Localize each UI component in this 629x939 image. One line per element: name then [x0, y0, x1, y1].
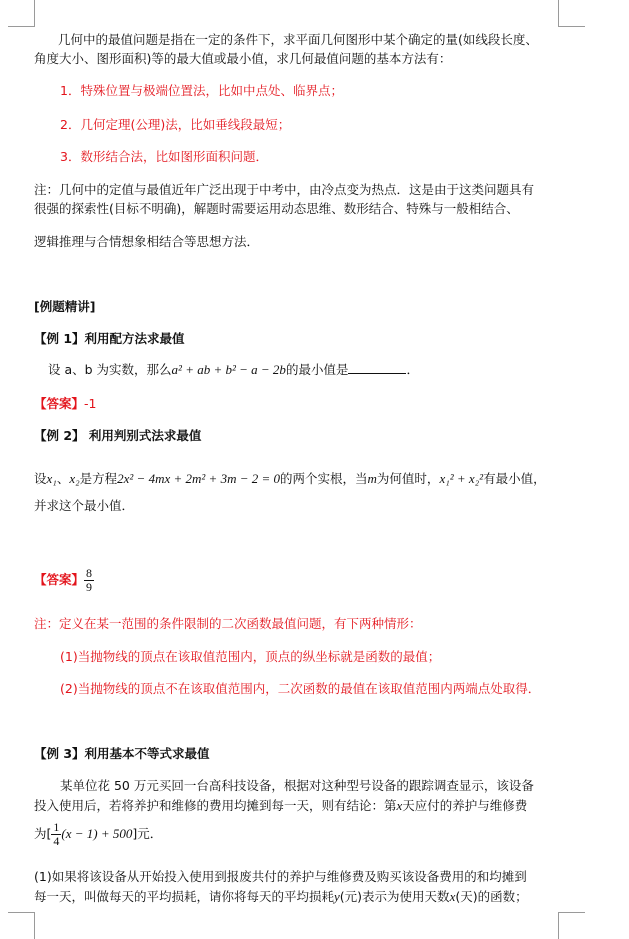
example2-question [34, 470, 546, 488]
method-1: 1．特殊位置与极端位置法，比如中点处、临界点； [60, 83, 343, 98]
example3-line-3-text-b: ]元． [132, 826, 163, 841]
note2-case-2: (2)当抛物线的顶点不在该取值范围内，二次函数的最值在该取值范围内两端点处取得． [60, 681, 541, 696]
example1-question-end: ． [406, 362, 419, 377]
example3-line-3 [34, 820, 162, 848]
note1-line-1: 注：几何中的定值与最值近年广泛出现于中考中，由冷点变为热点．这是由于这类问题具有 [34, 182, 535, 197]
part1-text-c: (天)的函数； [455, 889, 528, 904]
example2-text-a: 设 [34, 471, 47, 486]
example1-question-suffix: 的最小值是 [285, 362, 349, 377]
note2-line-1: 注：定义在某一范围的条件限制的二次函数最值问题，有下两种情形： [34, 616, 422, 631]
answer-label: 【答案】 [34, 396, 85, 411]
fraction-denominator: 4 [53, 834, 60, 848]
note2-case-1: (1)当抛物线的顶点在该取值范围内，顶点的纵坐标就是函数的最值； [60, 649, 441, 664]
example2-text-c: 的两个实根，当 [280, 471, 368, 486]
example2-text-d: 为何值时， [376, 471, 440, 486]
fraction-denominator: 9 [86, 580, 93, 594]
example2-separator: 、 [56, 471, 70, 486]
example2-question-line-2: 并求这个最小值． [34, 498, 135, 513]
example2-sum-expression: x₁² + x₂² [439, 471, 484, 486]
example2-answer [34, 566, 94, 594]
answer-label: 【答案】 [34, 572, 85, 587]
method-3: 3．数形结合法，比如图形面积问题． [60, 149, 268, 164]
answer-fraction [84, 567, 94, 594]
variable-x: x [396, 798, 403, 813]
example3-title: 【例 3】利用基本不等式求最值 [34, 746, 210, 761]
example1-question-prefix: 设 a、b 为实数，那么 [48, 362, 172, 377]
method-2: 2．几何定理(公理)法，比如垂线段最短； [60, 117, 291, 132]
variable-y: y [334, 889, 340, 904]
page-corner-mark-bottom-right [558, 912, 585, 939]
part1-text-a: 每一天，叫做每天的平均损耗，请你将每天的平均损耗 [34, 889, 335, 904]
example3-line-3-text-a: 为[ [34, 826, 52, 841]
example3-line-2 [34, 797, 527, 815]
example1-expression: a² + ab + b² − a − 2b [171, 362, 286, 377]
example3-line-2-text-a: 投入使用后，若将养护和维修的费用均摊到每一天，则有结论：第 [34, 798, 397, 813]
fraction-numerator: 1 [53, 820, 60, 834]
answer-value: -1 [84, 396, 97, 411]
page-corner-mark-bottom-left [8, 912, 35, 939]
variable-x: x [449, 889, 456, 904]
note1-line-3: 逻辑推理与合情想象相结合等思想方法． [34, 234, 260, 249]
example2-text-b: 是方程 [79, 471, 118, 486]
intro-line-2: 角度大小、图形面积)等的最大值或最小值，求几何最值问题的基本方法有： [34, 51, 452, 66]
cost-fraction [51, 821, 61, 848]
example1-title: 【例 1】利用配方法求最值 [34, 331, 185, 346]
variable-m: m [367, 471, 377, 486]
answer-blank [348, 361, 406, 374]
note1-line-2: 很强的探索性(目标不明确)，解题时需要运用动态思维、数形结合、特殊与一般相结合、 [34, 201, 519, 216]
example2-text-e: 有最小值， [483, 471, 546, 486]
example2-equation: 2x² − 4mx + 2m² + 3m − 2 = 0 [117, 471, 281, 486]
cost-expression: (x − 1) + 500 [61, 826, 133, 841]
example1-question [48, 361, 419, 379]
example1-answer [34, 395, 96, 413]
page-corner-mark-top-left [8, 0, 35, 27]
example3-part1-line-1: (1)如果将该设备从开始投入使用到报废共付的养护与维修费及购买该设备费用的和均摊到 [34, 869, 527, 884]
fraction-numerator: 8 [86, 566, 93, 580]
page-corner-mark-top-right [558, 0, 585, 27]
section-title: [例题精讲] [34, 299, 96, 314]
part1-text-b: (元)表示为使用天数 [339, 889, 450, 904]
example3-part1-line-2 [34, 888, 528, 906]
variable-x2: x₂ [69, 471, 80, 486]
example3-line-2-text-b: 天应付的养护与维修费 [402, 798, 528, 813]
example2-title: 【例 2】 利用判别式法求最值 [34, 428, 202, 443]
example3-line-1: 某单位花 50 万元买回一台高科技设备，根据对这种型号设备的跟踪调查显示，该设备 [60, 778, 534, 793]
intro-line-1: 几何中的最值问题是指在一定的条件下，求平面几何图形中某个确定的量(如线段长度、 [58, 32, 538, 47]
variable-x1: x₁ [46, 471, 57, 486]
